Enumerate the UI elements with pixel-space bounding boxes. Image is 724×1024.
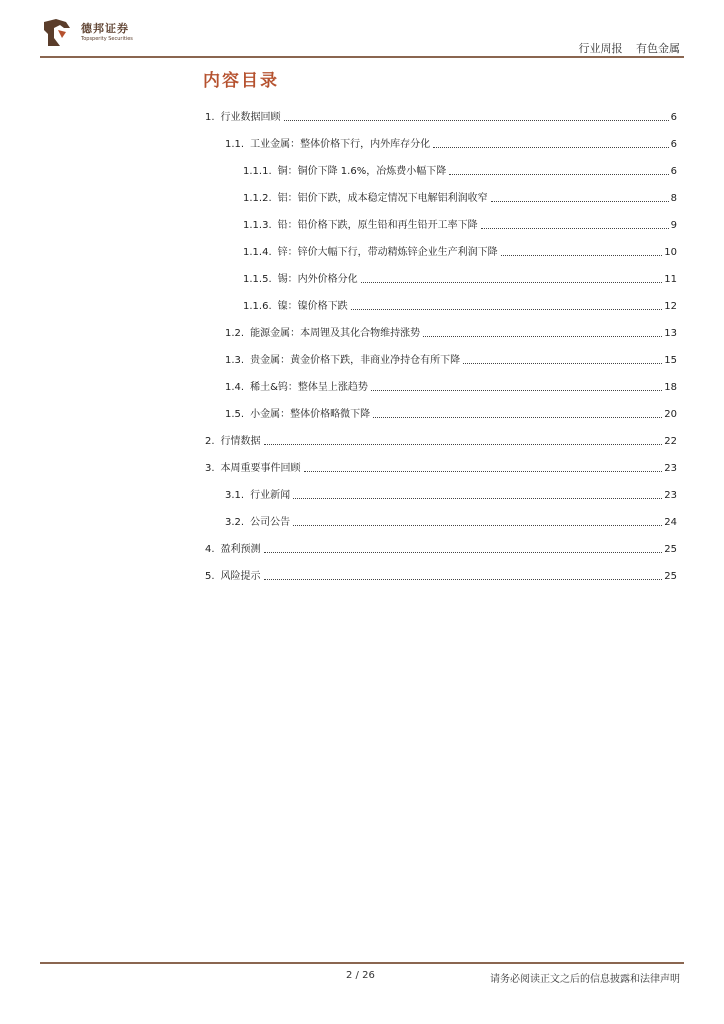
toc-title: 内容目录 [203, 71, 279, 91]
toc-entry-title: 行情数据 [220, 436, 261, 447]
toc-leader-dots [481, 227, 669, 229]
toc-entry-title: 锡：内外价格分化 [277, 274, 358, 285]
header-divider [40, 56, 684, 58]
toc-entry-title: 锌：锌价大幅下行，带动精炼锌企业生产利润下降 [277, 247, 498, 258]
toc-entry[interactable] [243, 189, 677, 204]
logo-english-name: Topsperity Securities [81, 36, 133, 42]
logo-chinese-name: 德邦证券 [81, 22, 129, 35]
toc-entry-number: 1.1.4. [243, 247, 272, 258]
toc-entry-page: 8 [670, 193, 677, 204]
toc-entry-title: 风险提示 [220, 571, 261, 582]
toc-entry-title: 工业金属：整体价格下行，内外库存分化 [250, 139, 431, 150]
toc-entry-number: 3.2. [225, 517, 245, 528]
page-number: 2 / 26 [346, 970, 375, 981]
toc-leader-dots [449, 173, 668, 175]
toc-leader-dots [373, 416, 662, 418]
toc-entry-title: 铅：铅价格下跌，原生铅和再生铅开工率下降 [277, 220, 478, 231]
toc-entry-title: 公司公告 [250, 517, 291, 528]
toc-entry[interactable] [225, 135, 677, 150]
toc-entry[interactable] [243, 270, 677, 285]
toc-leader-dots [293, 524, 662, 526]
toc-leader-dots [264, 551, 663, 553]
toc-leader-dots [423, 335, 662, 337]
toc-entry[interactable] [225, 324, 677, 339]
toc-leader-dots [361, 281, 663, 283]
toc-entry-page: 6 [670, 139, 677, 150]
toc-entry-page: 18 [664, 382, 677, 393]
toc-entry-page: 9 [670, 220, 677, 231]
toc-entry-page: 12 [664, 301, 677, 312]
toc-entry-title: 稀土&钨：整体呈上涨趋势 [250, 382, 368, 393]
toc-entry[interactable] [243, 243, 677, 258]
toc-leader-dots [491, 200, 669, 202]
toc-entry-number: 1.4. [225, 382, 245, 393]
toc-entry-number: 1.1.5. [243, 274, 272, 285]
toc-entry-number: 1.5. [225, 409, 245, 420]
toc-entry-number: 1.1.1. [243, 166, 272, 177]
toc-entry-number: 4. [205, 544, 215, 555]
toc-entry-title: 铝：铝价下跌，成本稳定情况下电解铝利润收窄 [277, 193, 488, 204]
toc-entry-page: 25 [664, 544, 677, 555]
toc-entry-page: 6 [670, 112, 677, 123]
logo-mark-icon [40, 16, 74, 50]
toc-entry-title: 铜：铜价下降 1.6%，冶炼费小幅下降 [277, 166, 447, 177]
toc-entry[interactable] [225, 405, 677, 420]
toc-entry[interactable] [205, 459, 677, 474]
toc-entry-number: 5. [205, 571, 215, 582]
toc-entry[interactable] [225, 513, 677, 528]
toc-leader-dots [433, 146, 669, 148]
toc-leader-dots [501, 254, 663, 256]
toc-entry-page: 11 [664, 274, 677, 285]
toc-entry-page: 23 [664, 490, 677, 501]
toc-entry-page: 13 [664, 328, 677, 339]
toc-entry-title: 贵金属：黄金价格下跌，非商业净持仓有所下降 [250, 355, 461, 366]
toc-leader-dots [304, 470, 663, 472]
toc-entry-page: 15 [664, 355, 677, 366]
toc-leader-dots [264, 578, 663, 580]
toc-leader-dots [264, 443, 663, 445]
report-category [579, 40, 681, 56]
company-logo [40, 16, 150, 52]
toc-entry-number: 1.3. [225, 355, 245, 366]
toc-entry-page: 22 [664, 436, 677, 447]
toc-leader-dots [293, 497, 662, 499]
toc-entry-number: 1.1.6. [243, 301, 272, 312]
footer-divider [40, 962, 684, 964]
toc-entry-number: 2. [205, 436, 215, 447]
report-type: 行业周报 [578, 42, 623, 55]
toc-leader-dots [371, 389, 662, 391]
toc-entry[interactable] [205, 540, 677, 555]
toc-entry[interactable] [205, 432, 677, 447]
toc-entry-number: 1.1.2. [243, 193, 272, 204]
toc-leader-dots [284, 119, 669, 121]
toc-leader-dots [463, 362, 662, 364]
toc-entry-title: 本周重要事件回顾 [220, 463, 301, 474]
toc-entry-page: 20 [664, 409, 677, 420]
toc-entry-page: 25 [664, 571, 677, 582]
toc-entry-number: 3.1. [225, 490, 245, 501]
toc-entry[interactable] [205, 108, 677, 123]
toc-entry-title: 小金属：整体价格略微下降 [250, 409, 371, 420]
toc-entry-number: 1.2. [225, 328, 245, 339]
toc-entry[interactable] [243, 216, 677, 231]
toc-leader-dots [351, 308, 663, 310]
toc-entry[interactable] [225, 351, 677, 366]
toc-entry[interactable] [243, 162, 677, 177]
toc-entry-title: 行业数据回顾 [220, 112, 281, 123]
toc-entry[interactable] [205, 567, 677, 582]
toc-entry-page: 23 [664, 463, 677, 474]
toc-entry-number: 1. [205, 112, 215, 123]
toc-entry-number: 1.1.3. [243, 220, 272, 231]
toc-entry[interactable] [225, 486, 677, 501]
toc-entry[interactable] [243, 297, 677, 312]
toc-entry-title: 行业新闻 [250, 490, 291, 501]
toc-entry-title: 镍：镍价格下跌 [277, 301, 348, 312]
disclaimer-note: 请务必阅读正文之后的信息披露和法律声明 [490, 974, 680, 985]
toc-entry-title: 能源金属：本周锂及其化合物维持涨势 [250, 328, 421, 339]
industry-name: 有色金属 [636, 42, 680, 55]
toc-entry-number: 1.1. [225, 139, 245, 150]
toc-entry-number: 3. [205, 463, 215, 474]
toc-entry-page: 6 [670, 166, 677, 177]
toc-entry[interactable] [225, 378, 677, 393]
toc-entry-title: 盈利预测 [220, 544, 261, 555]
toc-entry-page: 10 [664, 247, 677, 258]
toc-entry-page: 24 [664, 517, 677, 528]
